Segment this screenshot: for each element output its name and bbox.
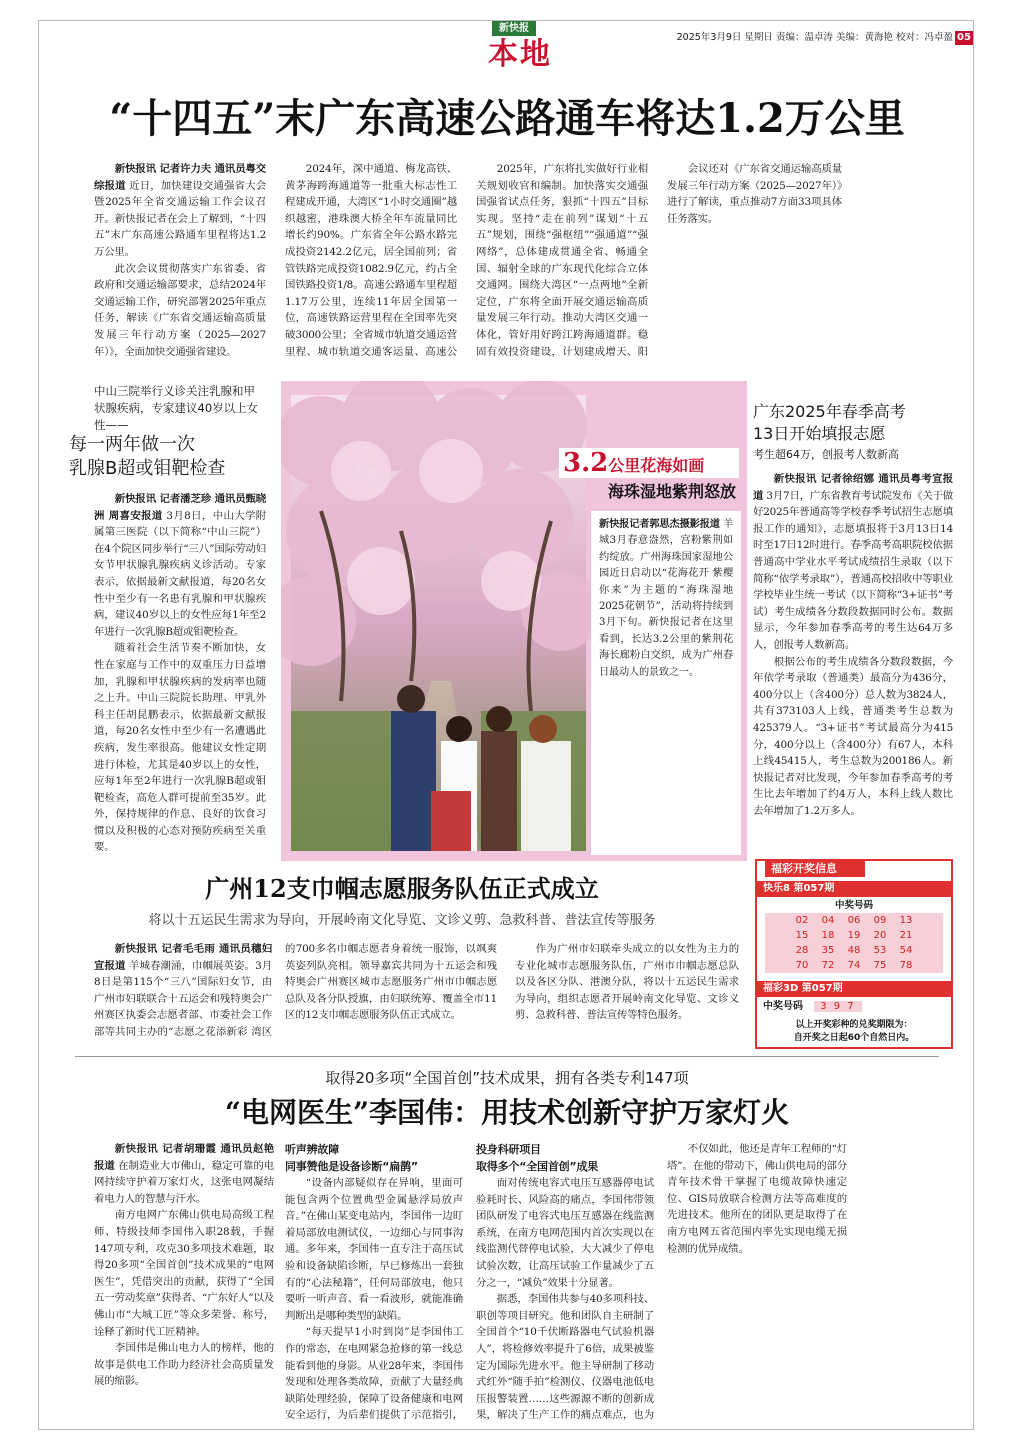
story3-body: 新快报讯 记者徐绍娜 通讯员粤考宣报道 3月7日，广东省教育考试院发布《关于做好2025年普通高等学校春季考试招生志愿填报工作的通知》，志愿填报将于3月13日14时至17日12时进行。春季高考高职院校依据普通高中学业水平考试成绩招生录取（以下简称“依学考录取”），普通高校招收中等职业学校毕业生统一考试（以下简称“3+证书”考试）考生成绩各分数段数据同时公布。数据显示，今年参加春季高考的考生达64万多人，创报考人数新高。 根据公布的考生成绩各分数段数据，今年依学考录取（普通类）最高分为436分，400分以上（含400分）总人数为3824人，共有373103人上线，普通类考生总数为425379人。“3+证书”考试最高分为415分，400分以上（含400分）有67人，本科上线45415人，考生总数为200186人。新快报记者对比发现，今年参加春季高考的考生比去年增加了约4万人，本科上线人数比去年增加了1.2万多人。 (753, 473, 953, 817)
kl8-title: 快乐8 第057期 (757, 881, 951, 897)
story5-headline: “电网医生”李国伟：用技术创新守护万家灯火 (224, 1096, 790, 1129)
lottery-notice-1: 以上开奖彩种的兑奖期限为： (795, 1020, 913, 1030)
story1-paragraph-4: 2025年，广东将扎实做好行业相关规划收官和编制。加快落实交通强国强省试点任务，狠抓“十四五”目标实现。坚持“走在前列”谋划“十五五”规划，围绕“强枢纽”“强通道”“强网络”，总体建成贯通全省、畅通全国、辐射全球的广东现代化综合立体交通网。围绕大湾区“一点两地”全新定位，广东将全面开展交通运输高质量发展三年行动。推动大湾区交通一体化，管好用好跨江跨海通道群。稳固有效投资建设，计划建成增天、阳 (476, 163, 648, 358)
photo-frame (281, 381, 747, 861)
story4-col2: 的700多名巾帼志愿者身着统一服饰，以飒爽英姿列队亮相。领导嘉宾共同为十五运会和残特奥会广州赛区城市志愿服务广州市巾帼志愿总队及各分队授旗，由妇联统筹、覆盖全市11区的12支巾帼志愿服务队伍正式成立。 (285, 942, 497, 1022)
story2-headline-2: 乳腺B超或钼靶检查 (69, 458, 226, 479)
fc3d-title: 福彩3D 第057期 (757, 981, 951, 997)
story3-headline-2: 13日开始填报志愿 (753, 424, 886, 443)
story5-col2: 听声辨故障 同事赞他是设备诊断“扁鹊” “设备内部疑似存在异响，里面可能包含两个位置典型金属悬浮局放声音。”在佛山某变电站内，李国伟一边盯着局部放电测试仪，一边细心与同事沟通。多年来，李国伟一直专注于高压试验和设备缺陷诊断，早已修炼出一套独有的“心法秘籍”，任何局部放电，他只要听一听声音、看一看波形，就能准确判断出是哪种类型的缺陷。 “每天提早1小时到岗”是李国伟工作的常态，在电网紧急抢修的第一线总能看到他的身影。从业28年来，李国伟发现和处理各类故障，贡献了大量经典缺陷处理经验，保障了设备健康和电网安全运行，为后辈们提供了示范指引， (285, 1143, 463, 1421)
date-line: 2025年3月9日 星期日 责编：温卓涛 美编：黄海艳 校对：冯卓盈 (676, 32, 953, 43)
photo-title-number: 3.2 (563, 448, 609, 478)
story5-col3: 投身科研项目 取得多个“全国首创”成果 面对传统电容式电压互感器停电试验耗时长、风险高的痛点，李国伟带领团队研发了电容式电压互感器在线监测系统，在南方电网范围内首次实现以在线监测代替停电试验，大大减少了停电试验次数，让高压试验工作量减少了五分之一，“减负”效果十分显著。 据悉，李国伟共参与40多项科技、职创等项目研究。他和团队自主研制了全国首个“10千伏断路器电气试验机器人”，将检修效率提升了6倍，成果被鉴定为国际先进水平。他主导研制了移动式红外“随手拍”检测仪、仪器电池低电压报警装置……这些源源不断的创新成果，解决了生产工作的痛点难点，也为 (476, 1143, 654, 1421)
kl8-row-3: 28 35 48 53 54 (795, 945, 913, 956)
story1-paragraph-2: 此次会议贯彻落实广东省委、省政府和交通运输部要求，总结2024年交通运输工作，研究部署2025年重点任务，解读《广东省交通运输高质量发展三年行动方案（2025—2027年）》，全面加快交通强省建设。 (94, 262, 266, 358)
story4-col3: 作为广州市妇联牵头成立的以女性为主力的专业化城市志愿服务队伍，广州市巾帼志愿总队以及各区分队、港澳分队，将以十五运民生需求为导向，组织志愿者开展岭南文化导览、文诊义剪、急救科普、普法宣传等特色服务。 (515, 943, 739, 1022)
story1-col3 (476, 161, 648, 361)
kl8-row-2: 15 18 19 20 21 (795, 930, 913, 941)
story5-col4: 不仅如此，他还是青年工程师的“灯塔”。在他的带动下，佛山供电局的部分青年技术骨干掌握了电缆故障快速定位、GIS局放联合检测方法等高难度的先进技术。他所在的团队更是取得了在南方电网五省范围内率先实现电缆无损检测的优异成绩。 (667, 1143, 847, 1255)
story1-headline: “十四五”末广东高速公路通车将达1.2万公里 (109, 95, 905, 142)
page-number: 05 (955, 31, 973, 45)
story3-headline-1: 广东2025年春季高考 (753, 402, 906, 421)
section-tag: 新快报 (492, 21, 536, 36)
photo-title-rest: 公里花海如画 (608, 456, 705, 475)
story1-paragraph-3: 2024年，深中通道、梅龙高铁、黄茅海跨海通道等一批重大标志性工程建成开通，大湾区“1小时交通圈”越织越密，港珠澳大桥全年车流量同比增长约90%。广东省全年公路水路完成投资2142.2亿元，居全国前列；省管铁路完成投资1082.9亿元，约占全国铁路投资1/8。高速公路通车里程超1.17万公里，连续11年居全国第一位，高速铁路运营里程在全国率先突破3000公里；全省城市轨道交通运营里程、城市轨道交通客运量、高速公 (285, 163, 457, 358)
story5-kicker: 取得20多项“全国首创”技术成果，拥有各类专利147项 (325, 1069, 689, 1087)
fc3d-numbers: 3 9 7 (814, 1001, 861, 1012)
story1-col4 (667, 161, 842, 361)
lottery-notice-2: 自开奖之日起60个自然日内。 (793, 1033, 915, 1043)
story1-col2 (285, 161, 457, 361)
photo-caption-text: 新快报记者郭思杰摄影报道 羊城3月春意盎然，宫粉紫荆如约绽放。广州海珠国家湿地公园近日启动以“花海花开 紫樱你来”为主题的“海珠湿地2025花朝节”，活动将持续到3月下旬。新快报记者在这里看到，长达3.2公里的紫荆花海长廊粉白交织，成为广州春日最动人的景致之一。 (599, 519, 733, 678)
story5-subhead-2a: 投身科研项目 (476, 1143, 541, 1156)
story4-subhead: 将以十五运民生需求为导向，开展岭南文化导览、文诊义剪、急救科普、普法宣传等服务 (148, 913, 656, 928)
story4-col1: 新快报讯 记者毛毛雨 通讯员穗妇宣报道 羊城春潮涌，巾帼展英姿。3月8日是第115个“三八”国际妇女节，由广州市妇联联合十五运会和残特奥会广州赛区执委会志愿者部、市委社会工作部等共同主办的“志愿之花添新彩 湾区 (94, 943, 272, 1038)
story4-headline: 广州12支巾帼志愿服务队伍正式成立 (205, 874, 599, 903)
story2-headline-1: 每一两年做一次 (69, 434, 195, 455)
story2-body: 新快报讯 记者潘芝珍 通讯员甄晓洲 周喜安报道 3月8日，中山大学附属第三医院（以下简称“中山三院”）在4个院区同步举行“三八”国际劳动妇女节甲状腺乳腺疾病义诊活动。专家表示，依据最新文献报道，每20名女性中至少有一名患有乳腺和甲状腺疾病，建议40岁以上的女性应每1年至2年进行一次乳腺B超或钼靶检查。 随着社会生活节奏不断加快，女性在家庭与工作中的双重压力日益增加，乳腺和甲状腺疾病的发病率也随之上升。中山三院院长助理、甲乳外科主任胡昆鹏表示，依据最新文献报道，每20名女性中至少有一名遭遇此疾病，发生率很高。他建议女性定期进行体检，尤其是40岁以上的女性，应每1年至2年进行一次乳腺B超或钼靶检查，高危人群可提前至35岁。此外，保持规律的作息、良好的饮食习惯以及积极的心态对预防疾病至关重要。 (94, 493, 266, 854)
section-divider (75, 1056, 939, 1057)
lottery-panel (755, 859, 953, 1049)
lottery-header: 福彩开奖信息 (765, 861, 865, 877)
story5-subhead-1a: 听声辨故障 (285, 1143, 339, 1156)
story5-subhead-2b: 取得多个“全国首创”成果 (476, 1160, 599, 1173)
photo-title-line2: 海珠湿地紫荆怒放 (607, 482, 736, 501)
story1-paragraph-5: 会议还对《广东省交通运输高质量发展三年行动方案（2025—2027年）》进行了解读，重点推动7方面33项具体任务落实。 (667, 163, 842, 225)
story3-subhead: 考生超64万，创报考人数新高 (753, 448, 899, 461)
fc3d-row (763, 999, 945, 1015)
newspaper-page (38, 20, 974, 1430)
kl8-row-4: 70 72 74 75 78 (795, 960, 913, 971)
story5-subhead-1b: 同事赞他是设备诊断“扁鹊” (285, 1160, 418, 1173)
kl8-numbers (765, 913, 943, 973)
photo-caption-box (591, 511, 741, 855)
kl8-row-1: 02 04 06 09 13 (795, 915, 913, 926)
section-title: 本地 (488, 37, 552, 72)
story2-kicker: 中山三院举行义诊关注乳腺和甲状腺疾病，专家建议40岁以上女性—— (94, 384, 259, 432)
story1-col1 (94, 161, 266, 361)
photo-title-line1 (559, 448, 739, 478)
fc3d-label: 中奖号码 (763, 1001, 803, 1012)
kl8-label: 中奖号码 (834, 900, 873, 911)
story1-paragraph-1: 新快报讯 记者许力夫 通讯员粤交综报道 近日，加快建设交通强省大会暨2025年全省交通运输工作会议召开。新快报记者在会上了解到，“十四五”末广东高速公路通车里程将达1.2万公里。 (94, 163, 266, 258)
story5-col1: 新快报讯 记者胡珊霞 通讯员赵艳报道 在制造业大市佛山，稳定可靠的电网持续守护着万家灯火，这张电网凝结着电力人的智慧与汗水。 南方电网广东佛山供电局高级工程师、特级技师李国伟入职28载，手握147项专利，攻克30多项技术难题，取得20多项“全国首创”技术成果的“电网医生”，凭借突出的贡献，获得了“全国五一劳动奖章”获得者、“广东好人”以及佛山市“大城工匠”等众多荣誉、称号，诠释了新时代工匠精神。 李国伟是佛山电力人的榜样，他的故事是供电工作助力经济社会高质量发展的缩影。 (94, 1143, 274, 1388)
